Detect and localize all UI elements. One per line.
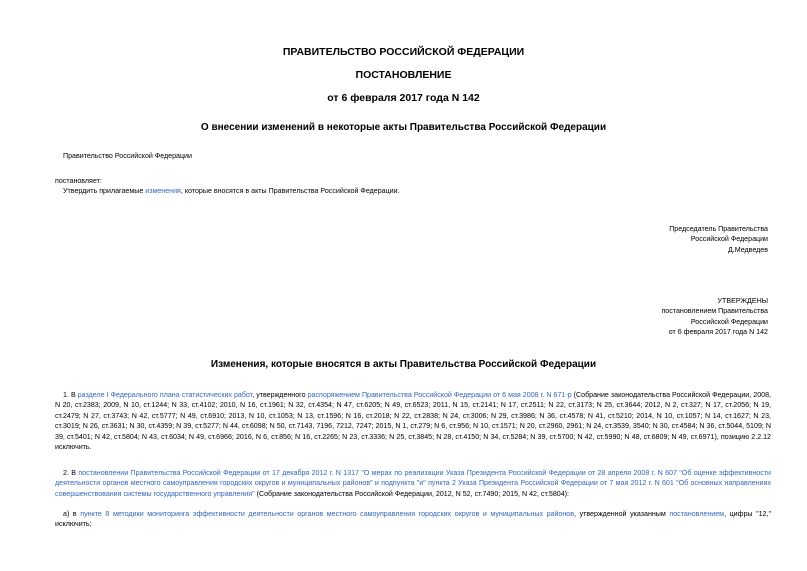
government-heading: ПРАВИТЕЛЬСТВО РОССИЙСКОЙ ФЕДЕРАЦИИ: [282, 46, 525, 58]
item-2-num: 2. В: [63, 469, 79, 477]
item-1-num: 1. В: [63, 391, 78, 399]
changes-link[interactable]: изменения: [145, 187, 181, 195]
approve-paragraph: [63, 186, 400, 196]
item-1-link-section[interactable]: разделе I Федерального плана статистических работ: [77, 391, 253, 399]
signature-line-2: Российской Федерации: [690, 235, 768, 244]
item-2a-paragraph: [55, 509, 771, 530]
doc-title: О внесении изменений в некоторые акты Правительства Российской Федерации: [200, 122, 607, 133]
doc-date-number: от 6 февраля 2017 года N 142: [327, 92, 480, 104]
issuer-text: Правительство Российской Федерации: [63, 152, 192, 160]
item-1-text-2: (Собрание законодательства Российской Федерации, 2008, N 20, ст.2383; 2009, N 10, ст.1244; N 33, ст.4102; 2010, N 16, ст.1961; N 32, ст.4354; N 47, ст.6205; N 49, ст.6523; 2011, N 15, ст.2141; N 17, ст.2511; N 22, ст.3173; N 25, ст.3644; 2012, N 2, ст.327; N 17, ст.2056; N 19, ст.2479; N 27, ст.3743; N 42, ст.5777; N 49, ст.6910; 2013, N 10, ст.1053; N 13, ст.1596; N 16, ст.2018; N 22, ст.2838; N 24, ст.3006; N 29, ст.3986; N 36, ст.4578; N 41, ст.5210; 2014, N 10, ст.1057; N 14, ст.1627; N 23, ст.3019; N 26, ст.3631; N 30, ст.4359; N 39, ст.5277; N 44, ст.6098; N 50, ст.7143, 7196, 7212, 7247; 2015, N 1, ст.279; N 6, ст.956; N 10, ст.1571; N 20, ст.2960, 2961; N 24, ст.3539, 3540; N 30, ст.4584; N 36, ст.5044, 5109; N 39, ст.5401; N 42, ст.5804; N 43, ст.6034; N 49, ст.6966; 2016, N 6, ст.856; N 16, ст.2265; N 23, ст.3336; N 25, ст.3845; N 28, ст.4150; N 34, ст.5284; N 39, ст.5700; N 42, ст.5990; N 48, ст.6809; N 49, ст.6971), позицию 2.2.12 исключить.: [55, 391, 771, 452]
approved-block: [661, 296, 768, 338]
approve-pre: Утвердить прилагаемые: [63, 187, 146, 195]
approved-line-1: УТВЕРЖДЕНЫ: [717, 297, 768, 305]
item-2-link-resolution[interactable]: постановлении Правительства Российской Федерации от 17 декабря 2012 г. N 1317 "О мерах по реализации Указа Президента Российской Федерации от 28 апреля 2008 г. N 607 "Об оценке эффективности деятельности органов местного самоуправления городских округов и муниципальных районов" и подпункта "и" пункта 2 Указа Президента Российской Федерации от 7 мая 2012 г. N 601 "Об основных направлениях совершенствования системы государственного управления": [55, 469, 772, 498]
changes-title: Изменения, которые вносятся в акты Правительства Российской Федерации: [210, 359, 597, 370]
resolves-text: постановляет:: [55, 177, 102, 185]
approved-line-4: от 6 февраля 2017 года N 142: [668, 328, 768, 337]
approved-line-3: Российской Федерации: [690, 317, 768, 326]
doc-type-heading: ПОСТАНОВЛЕНИЕ: [355, 69, 452, 81]
signature-line-3: Д.Медведев: [727, 245, 768, 254]
item-1-link-order[interactable]: распоряжением Правительства Российской Федерации от 6 мая 2008 г. N 671-р: [307, 391, 572, 399]
approve-post: , которые вносятся в акты Правительства Российской Федерации.: [180, 187, 400, 195]
item-1-paragraph: [55, 390, 771, 452]
item-2a-link-method[interactable]: пункте 8 методики мониторинга эффективности деятельности органов местного самоуправления городских округов и муниципальных районов: [80, 510, 575, 518]
item-2-text-1: (Собрание законодательства Российской Федерации, 2012, N 52, ст.7490; 2015, N 42, ст.5804):: [254, 489, 570, 498]
signature-block: [669, 224, 768, 255]
item-2-paragraph: [55, 468, 771, 499]
item-2a-text-2: , цифры "12," исключить;: [55, 510, 771, 529]
item-2a-num: а) в: [63, 510, 81, 518]
item-2a-link-resolution[interactable]: постановлением: [669, 510, 725, 518]
signature-line-1: Председатель Правительства: [669, 225, 768, 233]
item-1-text-1: , утвержденного: [252, 391, 308, 399]
approved-line-2: постановлением Правительства: [661, 307, 768, 316]
item-2a-text-1: , утвержденной указанным: [574, 510, 670, 518]
